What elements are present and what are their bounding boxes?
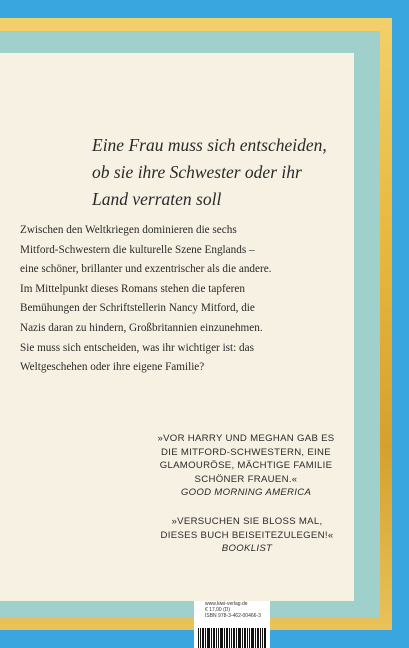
review-quote-good-morning-america [148,432,344,500]
blurb-line: eine schöner, brillanter und exzentrischer als die andere. [20,263,272,276]
blurb-line: Nazis daran zu hindern, Großbritannien einzunehmen. [20,321,263,334]
blurb-line: Sie muss sich entscheiden, was ihr wichtiger ist: das [20,341,254,354]
barcode-icon [198,628,266,648]
review-quote-booklist [152,515,342,556]
quote-source: GOOD MORNING AMERICA [180,487,312,498]
quote-line: GLAMOURÖSE, MÄCHTIGE FAMILIE [159,460,333,471]
blurb-line: Zwischen den Weltkriegen dominieren die sechs [20,224,237,236]
blurb-line: Im Mittelpunkt dieses Romans stehen die tapferen [20,282,245,295]
blurb-line: Mitford-Schwestern die kulturelle Szene Englands – [20,243,255,256]
blurb-line: Weltgeschehen oder ihre eigene Familie? [20,361,205,374]
quote-line: »VOR HARRY UND MEGHAN GAB ES [157,433,335,444]
quote-line: »VERSUCHEN SIE BLOSS MAL, [171,516,323,527]
quote-source: BOOKLIST [221,543,273,554]
blurb-paragraph [20,221,340,378]
quote-line: SCHÖNER FRAUEN.« [194,473,298,485]
price: € 17,00 (D) [205,607,231,613]
tagline-line: Eine Frau muss sich entscheiden, [92,135,327,155]
blurb-line: Bemühungen der Schriftstellerin Nancy Mitford, die [20,302,255,315]
tagline-line: Land verraten soll [92,189,222,209]
tagline [92,132,350,213]
quote-line: DIE MITFORD-SCHWESTERN, EINE [161,446,331,458]
barcode-meta [205,601,261,619]
tagline-line: ob sie ihre Schwester oder ihr [92,162,302,182]
publisher-website: www.kiwi-verlag.de [205,601,248,607]
quote-line: DIESES BUCH BEISEITEZULEGEN!« [160,529,334,541]
isbn: ISBN 978-3-462-00466-3 [205,613,261,619]
